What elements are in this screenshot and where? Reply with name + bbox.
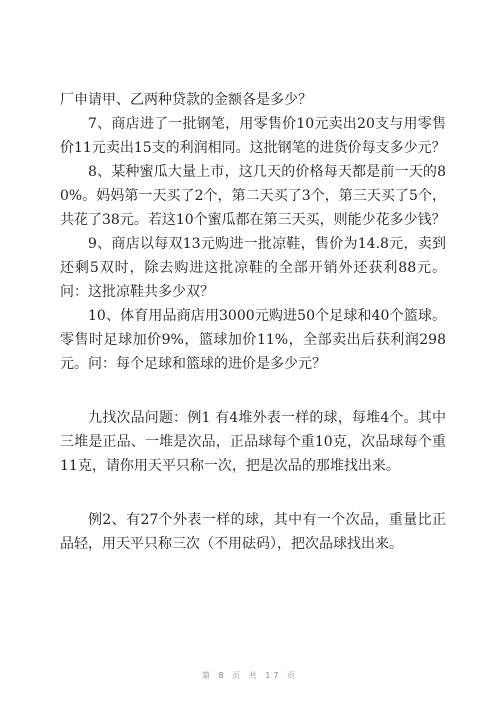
paragraph-question-7: 7、商店进了一批钢笔，用零售价10元卖出20支与用零售价11元卖出15支的利润相同。这批钢笔的进货价每支多少元？ bbox=[60, 116, 446, 156]
paragraph-defective-example-2: 例2、有27个外表一样的球，其中有一个次品，重量比正品轻，用天平只称三次（不用砝码），把次品球找出来。 bbox=[60, 512, 446, 552]
paragraph-question-9: 9、商店以每双13元购进一批凉鞋，售价为14.8元，卖到还剩5双时，除去购进这批凉鞋的全部开销外还获利88元。问：这批凉鞋共多少双？ bbox=[60, 236, 446, 300]
paragraph-question-10: 10、体育用品商店用3000元购进50个足球和40个篮球。零售时足球加价9%，篮球加价11%，全部卖出后获利润298元。问：每个足球和篮球的进价是多少元？ bbox=[60, 308, 446, 372]
paragraph-question-8: 8、某种蜜瓜大量上市，这几天的价格每天都是前一天的80%。妈妈第一天买了2个，第二天买了3个，第三天买了5个，共花了38元。若这10个蜜瓜都在第三天买，则能少花多少钱？ bbox=[60, 164, 446, 228]
page-number-footer: 第 8 页 共 17 页 bbox=[202, 671, 298, 680]
paragraph-defective-example-1: 九找次品问题：例1 有4堆外表一样的球，每堆4个。其中三堆是正品、一堆是次品，正品球每个重10克，次品球每个重11克，请你用天平只称一次，把是次品的那堆找出来。 bbox=[60, 410, 446, 474]
document-body bbox=[60, 88, 446, 556]
paragraph-loan-question-end: 厂申请甲、乙两种贷款的金额各是多少？ bbox=[60, 92, 312, 108]
